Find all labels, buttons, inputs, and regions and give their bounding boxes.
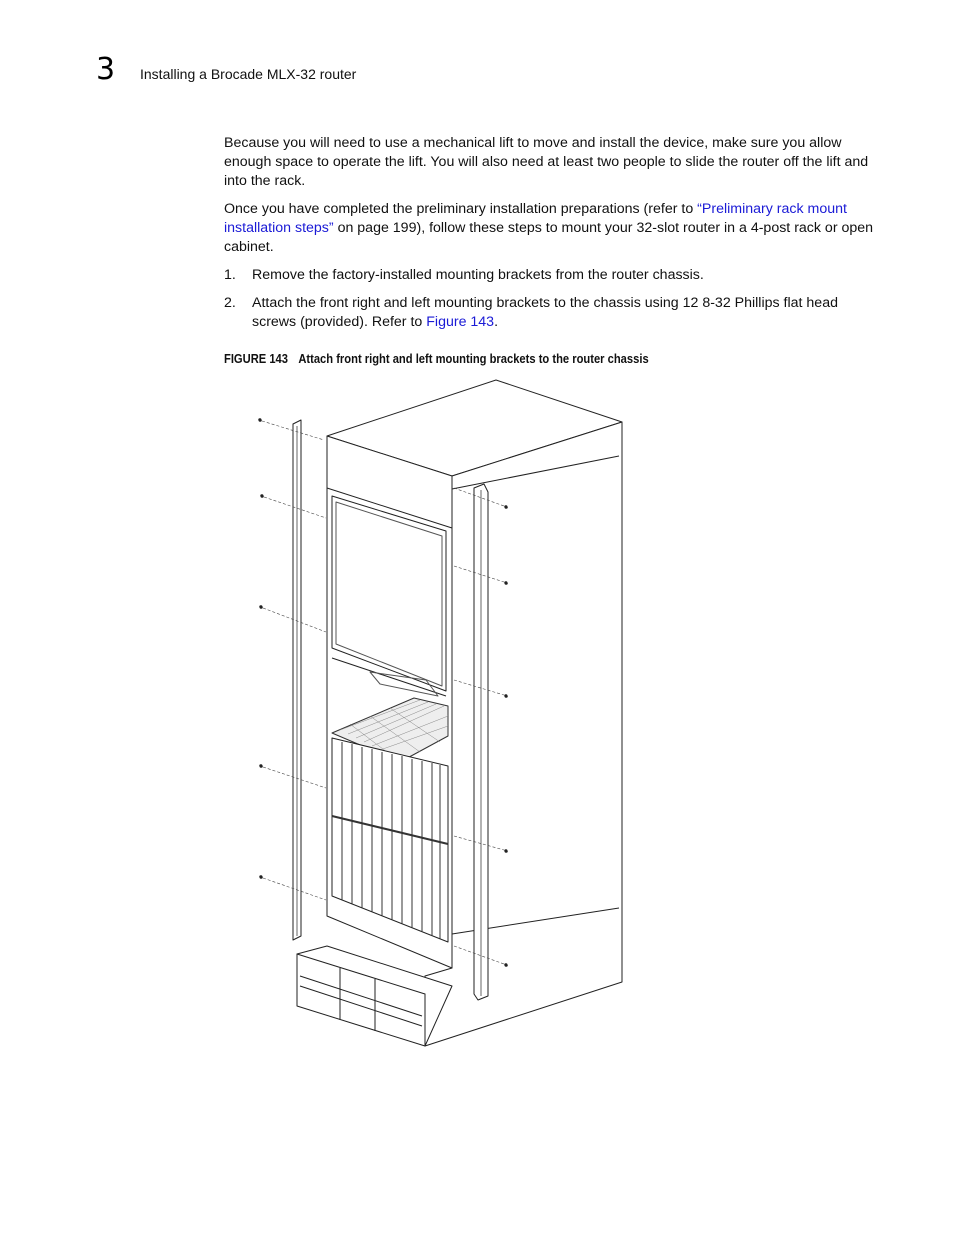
figure-143-link[interactable]: Figure 143 [426, 314, 495, 330]
step-2 [224, 294, 874, 332]
paragraph-text: on page 199), follow these steps to mount your 32-slot router in a 4-post rack or open cabinet. [224, 220, 874, 255]
paragraph-text: Once you have completed the preliminary installation preparations (refer to [224, 201, 698, 217]
paragraph-lift: Because you will need to use a mechanical lift to move and install the device, make sure you allow enough space to operate the lift. You will also need at least two people to slide the router off the lift and into the rack. [224, 135, 869, 189]
step-number: 1. [224, 267, 236, 283]
paragraph-preparations [224, 200, 874, 257]
preliminary-steps-link[interactable]: “Preliminary rack mount installation steps” [224, 201, 847, 236]
left-screws [258, 418, 326, 900]
step-text: . [494, 314, 499, 330]
step-1 [224, 266, 874, 285]
chassis-side-panel [425, 422, 622, 1046]
body-text [224, 134, 874, 341]
figure-caption-text: Attach front right and left mounting brackets to the router chassis [298, 351, 649, 366]
figure-label: FIGURE 143 [224, 351, 289, 366]
chapter-number: 3 [96, 52, 116, 87]
router-chassis-illustration [250, 376, 640, 1048]
step-text: Attach the front right and left mounting brackets to the chassis using 12 8-32 Phillips flat head screws (provided). Refer to [252, 295, 838, 330]
step-number: 2. [224, 295, 236, 311]
figure-caption [224, 350, 649, 368]
chapter-title: Installing a Brocade MLX-32 router [140, 66, 357, 82]
step-text: Remove the factory-installed mounting brackets from the router chassis. [252, 267, 704, 283]
